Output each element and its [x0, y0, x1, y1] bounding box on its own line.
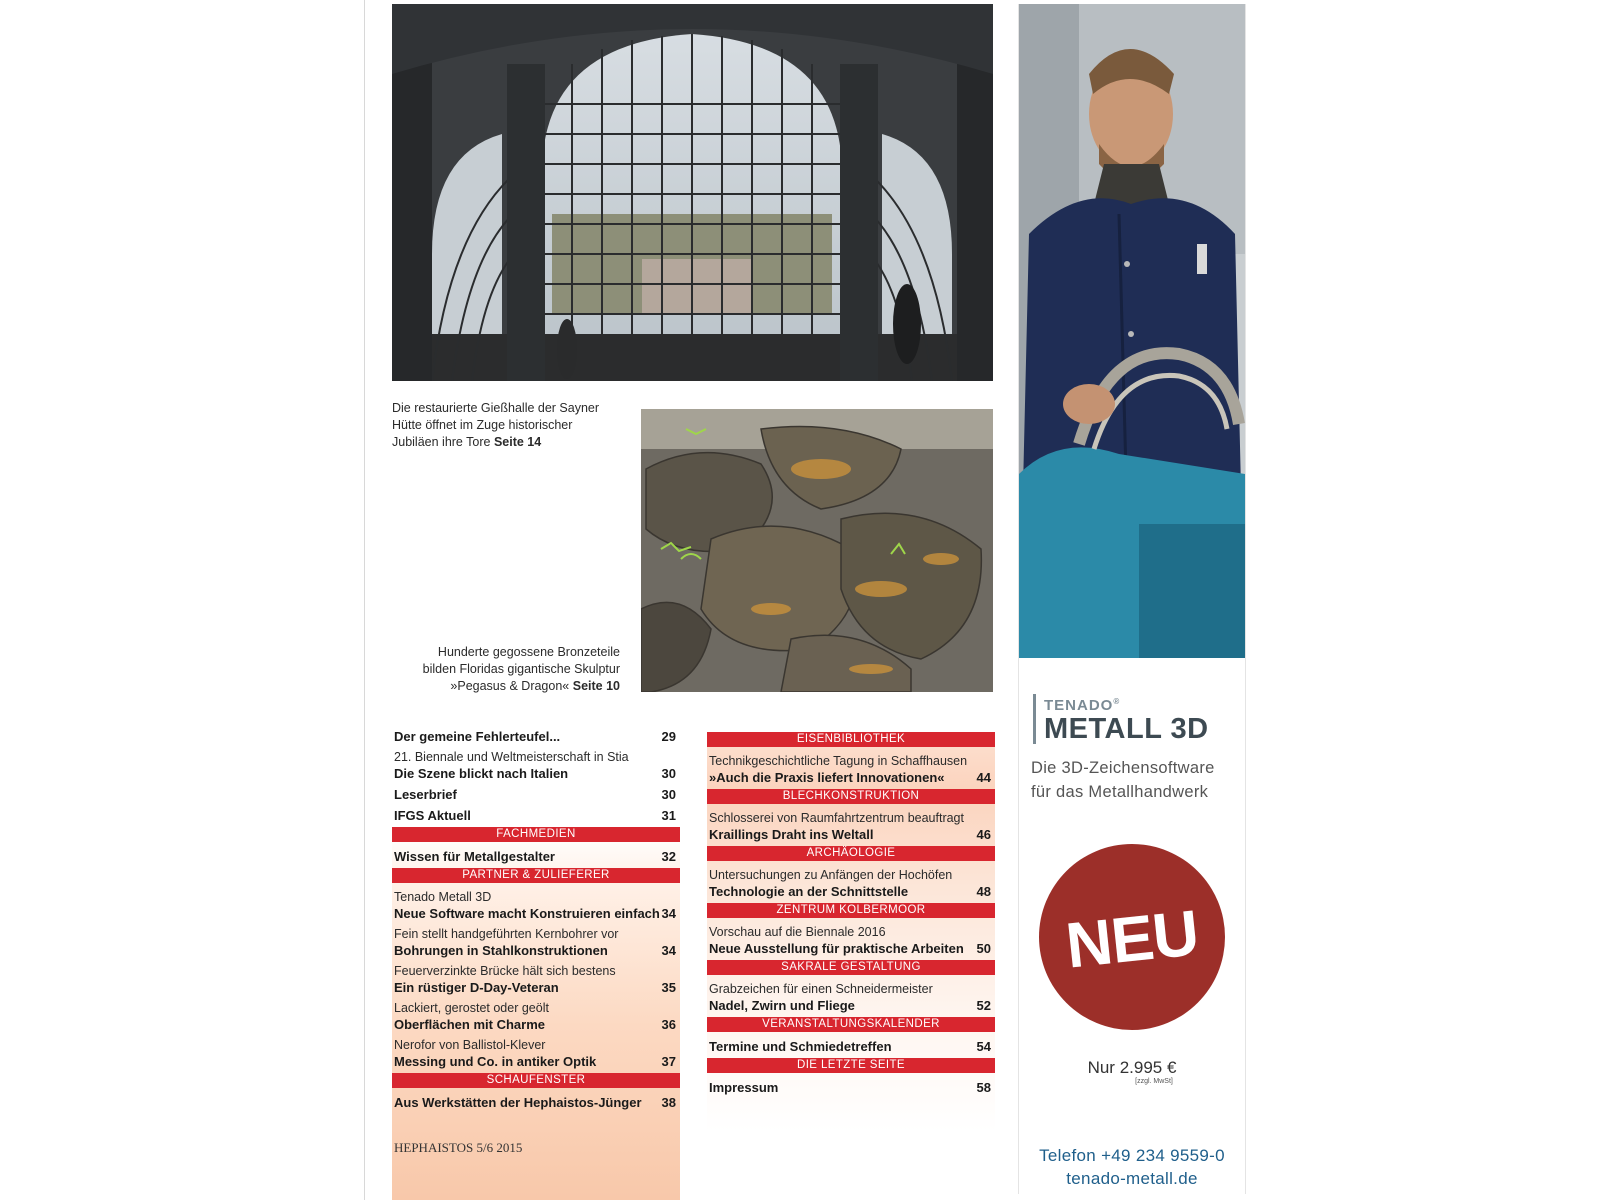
new-badge — [1039, 844, 1225, 1030]
toc-entry-title: Termine und Schmiedetreffen — [709, 1039, 892, 1054]
toc-entry-title: Kraillings Draht ins Weltall — [709, 827, 874, 842]
toc-entry[interactable] — [707, 922, 995, 957]
toc-entry-subtitle: Feuerverzinkte Brücke hält sich bestens — [394, 964, 616, 978]
toc-entry-page: 31 — [661, 808, 676, 823]
toc-entry-page: 30 — [661, 787, 676, 802]
toc-entry-subtitle: Technikgeschichtliche Tagung in Schaffhausen — [709, 754, 968, 768]
toc-entry-page: 34 — [661, 943, 676, 958]
website-link[interactable]: tenado-metall.de — [1066, 1169, 1198, 1188]
brand-small: TENADO — [1044, 697, 1114, 714]
toc-entry-title: Bohrungen in Stahlkonstruktionen — [394, 943, 608, 958]
section-header-schaufenster: SCHAUFENSTER — [392, 1073, 680, 1088]
toc-entry-title: Aus Werkstätten der Hephaistos-Jünger — [394, 1095, 642, 1110]
toc-entry[interactable] — [392, 887, 680, 922]
phone-number[interactable]: Telefon +49 234 9559-0 — [1039, 1146, 1225, 1165]
toc-entry-title: Impressum — [709, 1080, 779, 1095]
section-header-blechkonstruktion: BLECHKONSTRUKTION — [707, 789, 995, 804]
toc-entry[interactable] — [392, 784, 680, 803]
toc-entry-title: »Auch die Praxis liefert Innovationen« — [709, 770, 945, 785]
ad-tagline — [1031, 756, 1215, 804]
toc-entry[interactable] — [707, 1077, 995, 1096]
toc-right-column — [707, 732, 995, 1132]
bronze-caption — [408, 644, 620, 695]
toc-entry-page: 50 — [976, 941, 991, 956]
toc-entry[interactable] — [392, 805, 680, 824]
toc-entry-subtitle: Fein stellt handgeführten Kernbohrer vor — [394, 927, 619, 941]
tenado-advertisement[interactable] — [1018, 4, 1246, 1194]
toc-entry-title: Nadel, Zwirn und Fliege — [709, 998, 855, 1013]
hall-caption — [392, 400, 612, 451]
bronze-caption-text: Hunderte gegossene Bronzeteile bilden Floridas gigantische Skulptur »Pegasus & Dragon« — [422, 645, 620, 693]
tagline-line-1: Die 3D-Zeichensoftware — [1031, 759, 1215, 777]
toc-entry[interactable] — [392, 747, 680, 782]
toc-entry-page: 37 — [661, 1054, 676, 1069]
hall-caption-text: Die restaurierte Gießhalle der Sayner Hütte öffnet im Zuge historischer Jubiläen ihre Tore — [392, 401, 600, 449]
toc-entry-page: 35 — [661, 980, 676, 995]
tagline-line-2: für das Metallhandwerk — [1031, 783, 1209, 801]
toc-entry-title: Technologie an der Schnittstelle — [709, 884, 909, 899]
registered-mark: ® — [1113, 697, 1121, 706]
ad-vat-note: [zzgl. MwSt] — [1135, 1078, 1173, 1085]
toc-entry-page: 34 — [661, 906, 676, 921]
foundry-hall-photo — [392, 4, 993, 381]
section-header-veranstaltung: VERANSTALTUNGSKALENDER — [707, 1017, 995, 1032]
toc-entry-subtitle: 21. Biennale und Weltmeisterschaft in Stia — [394, 750, 629, 764]
section-header-letzte-seite: DIE LETZTE SEITE — [707, 1058, 995, 1073]
toc-entry-title: Ein rüstiger D-Day-Veteran — [394, 980, 559, 995]
toc-entry-title: Leserbrief — [394, 787, 457, 802]
toc-entry-page: 48 — [976, 884, 991, 899]
section-header-partner: PARTNER & ZULIEFERER — [392, 868, 680, 883]
toc-entry-subtitle: Vorschau auf die Biennale 2016 — [709, 925, 886, 939]
new-badge-label: NEU — [1062, 896, 1202, 982]
toc-entry[interactable] — [392, 846, 680, 865]
toc-entry-title: IFGS Aktuell — [394, 808, 471, 823]
toc-entry-title: Oberflächen mit Charme — [394, 1017, 545, 1032]
brand-name: METALL 3D — [1044, 713, 1209, 745]
toc-entry-subtitle: Schlosserei von Raumfahrtzentrum beauftragt — [709, 811, 964, 825]
toc-entry-page: 36 — [661, 1017, 676, 1032]
toc-entry-title: Wissen für Metallgestalter — [394, 849, 555, 864]
toc-entry[interactable] — [392, 998, 680, 1033]
magazine-footer: HEPHAISTOS 5/6 2015 — [394, 1140, 523, 1155]
section-header-eisenbibliothek: EISENBIBLIOTHEK — [707, 732, 995, 747]
toc-entry[interactable] — [392, 1035, 680, 1070]
toc-left-column — [392, 726, 680, 1200]
section-header-zentrum: ZENTRUM KOLBERMOOR — [707, 903, 995, 918]
toc-entry-subtitle: Nerofor von Ballistol-Klever — [394, 1038, 546, 1052]
toc-entry[interactable] — [707, 1036, 995, 1055]
toc-entry-title: Neue Software macht Konstruieren einfach — [394, 906, 660, 921]
craftsman-photo — [1019, 4, 1245, 658]
toc-entry-page: 44 — [976, 770, 991, 785]
hall-caption-page: Seite 14 — [493, 435, 542, 449]
toc-entry[interactable] — [707, 808, 995, 843]
toc-entry-subtitle: Lackiert, gerostet oder geölt — [394, 1001, 549, 1015]
toc-entry-subtitle: Grabzeichen für einen Schneidermeister — [709, 982, 933, 996]
section-header-fachmedien: FACHMEDIEN — [392, 827, 680, 842]
bronze-caption-page: Seite 10 — [572, 679, 620, 693]
toc-entry-page: 32 — [661, 849, 676, 864]
toc-entry-page: 52 — [976, 998, 991, 1013]
section-header-archaeologie: ARCHÄOLOGIE — [707, 846, 995, 861]
toc-entry-page: 30 — [661, 766, 676, 781]
toc-entry[interactable] — [707, 865, 995, 900]
toc-entry-page: 46 — [976, 827, 991, 842]
toc-entry[interactable] — [392, 961, 680, 996]
toc-entry-subtitle: Tenado Metall 3D — [394, 890, 492, 904]
toc-entry[interactable] — [392, 1092, 680, 1111]
toc-entry-page: 54 — [976, 1039, 991, 1054]
toc-entry[interactable] — [707, 751, 995, 786]
toc-entry[interactable] — [707, 979, 995, 1014]
toc-entry-title: Neue Ausstellung für praktische Arbeiten — [709, 941, 964, 956]
section-header-sakral: SAKRALE GESTALTUNG — [707, 960, 995, 975]
toc-entry-page: 29 — [661, 729, 676, 744]
toc-entry-page: 58 — [976, 1080, 991, 1095]
bronze-parts-photo — [641, 409, 993, 692]
toc-entry-page: 38 — [661, 1095, 676, 1110]
toc-entry-subtitle: Untersuchungen zu Anfängen der Hochöfen — [709, 868, 953, 882]
toc-entry[interactable] — [392, 924, 680, 959]
brand-logo — [1033, 694, 1209, 744]
toc-entry[interactable] — [392, 726, 680, 745]
toc-entry-title: Die Szene blickt nach Italien — [394, 766, 569, 781]
ad-price: Nur 2.995 € — [1087, 1058, 1177, 1077]
toc-entry-title: Der gemeine Fehlerteufel... — [394, 729, 561, 744]
ad-contact — [1019, 1144, 1245, 1190]
toc-entry-title: Messing und Co. in antiker Optik — [394, 1054, 597, 1069]
